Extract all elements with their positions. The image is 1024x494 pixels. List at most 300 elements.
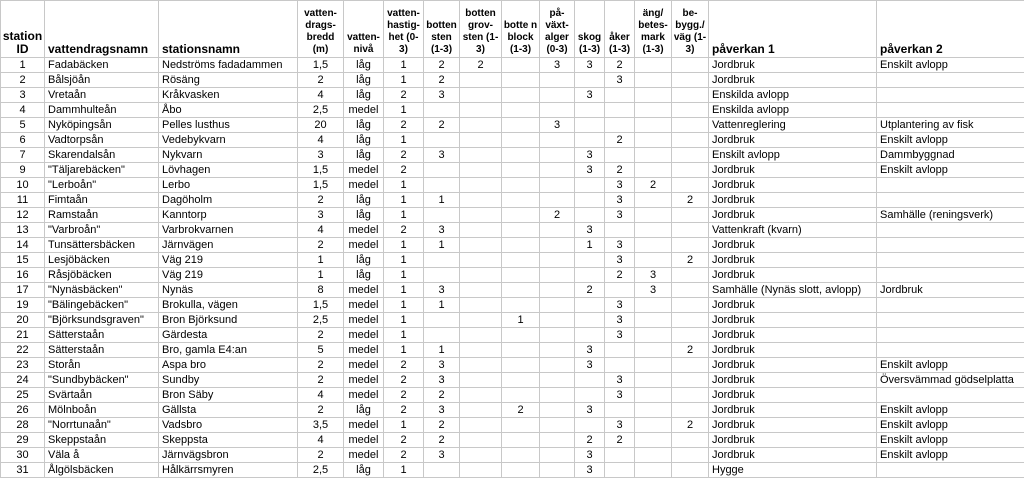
cell-hastighet: 1 (384, 463, 424, 478)
cell-stationsnamn: Hålkärrsmyren (159, 463, 298, 478)
cell-pavaxtalger (540, 238, 575, 253)
cell-skog: 1 (575, 238, 605, 253)
cell-bebygg-vag (672, 448, 709, 463)
cell-botten-grovsten (460, 148, 502, 163)
table-row (1, 148, 1024, 163)
cell-paverkan-1: Jordbruk (709, 163, 877, 178)
cell-bebygg-vag (672, 358, 709, 373)
cell-skog: 3 (575, 448, 605, 463)
cell-paverkan-1: Jordbruk (709, 388, 877, 403)
cell-bebygg-vag (672, 133, 709, 148)
cell-hastighet: 2 (384, 223, 424, 238)
cell-vattenniva: låg (344, 118, 384, 133)
cell-botten-sten (424, 103, 460, 118)
cell-skog (575, 253, 605, 268)
cell-botten-grovsten (460, 283, 502, 298)
cell-bredd: 2 (298, 373, 344, 388)
cell-botten-grovsten (460, 298, 502, 313)
cell-botten-sten (424, 313, 460, 328)
cell-ang-betesmark (635, 418, 672, 433)
cell-botten-block: 2 (502, 403, 540, 418)
cell-ang-betesmark (635, 343, 672, 358)
cell-vattenniva: medel (344, 313, 384, 328)
cell-botten-grovsten: 2 (460, 58, 502, 73)
cell-pavaxtalger (540, 298, 575, 313)
cell-botten-sten (424, 253, 460, 268)
col-header-botten-grovsten: botten grov-sten (1-3) (460, 1, 502, 58)
cell-aker: 3 (605, 193, 635, 208)
cell-vattendragsnamn: Lesjöbäcken (45, 253, 159, 268)
cell-botten-sten (424, 133, 460, 148)
cell-hastighet: 1 (384, 313, 424, 328)
cell-skog: 3 (575, 58, 605, 73)
cell-skog: 3 (575, 163, 605, 178)
cell-stationsnamn: Rösäng (159, 73, 298, 88)
cell-vattenniva: låg (344, 73, 384, 88)
table-row (1, 463, 1024, 478)
cell-botten-sten: 2 (424, 388, 460, 403)
cell-station-id: 12 (1, 208, 45, 223)
cell-aker: 3 (605, 313, 635, 328)
cell-paverkan-1: Jordbruk (709, 358, 877, 373)
cell-hastighet: 1 (384, 178, 424, 193)
cell-skog (575, 133, 605, 148)
cell-botten-sten: 3 (424, 88, 460, 103)
table-row (1, 253, 1024, 268)
cell-hastighet: 1 (384, 268, 424, 283)
cell-vattenniva: medel (344, 178, 384, 193)
cell-bebygg-vag (672, 148, 709, 163)
cell-hastighet: 2 (384, 388, 424, 403)
col-header-aker: åker (1-3) (605, 1, 635, 58)
cell-vattendragsnamn: Bålsjöån (45, 73, 159, 88)
cell-pavaxtalger (540, 148, 575, 163)
cell-paverkan-1: Jordbruk (709, 268, 877, 283)
cell-bredd: 5 (298, 343, 344, 358)
cell-bebygg-vag (672, 463, 709, 478)
cell-pavaxtalger: 3 (540, 118, 575, 133)
cell-botten-sten: 3 (424, 223, 460, 238)
cell-stationsnamn: Gällsta (159, 403, 298, 418)
cell-hastighet: 1 (384, 418, 424, 433)
cell-paverkan-1: Hygge (709, 463, 877, 478)
cell-pavaxtalger (540, 133, 575, 148)
table-row (1, 388, 1024, 403)
cell-vattendragsnamn: Vretaån (45, 88, 159, 103)
cell-skog (575, 418, 605, 433)
cell-pavaxtalger (540, 223, 575, 238)
cell-vattendragsnamn: "Täljarebäcken" (45, 163, 159, 178)
cell-paverkan-1: Enskilda avlopp (709, 88, 877, 103)
cell-station-id: 2 (1, 73, 45, 88)
cell-hastighet: 1 (384, 133, 424, 148)
cell-vattendragsnamn: Tunsättersbäcken (45, 238, 159, 253)
cell-bredd: 4 (298, 88, 344, 103)
cell-botten-sten (424, 328, 460, 343)
cell-botten-sten: 2 (424, 118, 460, 133)
cell-aker: 3 (605, 328, 635, 343)
header-row (1, 1, 1024, 58)
col-header-hastighet: vatten-hastig-het (0-3) (384, 1, 424, 58)
cell-botten-grovsten (460, 433, 502, 448)
cell-botten-block (502, 328, 540, 343)
cell-vattendragsnamn: Mölnboån (45, 403, 159, 418)
cell-skog (575, 208, 605, 223)
table-row (1, 58, 1024, 73)
cell-botten-sten: 1 (424, 193, 460, 208)
cell-vattenniva: låg (344, 133, 384, 148)
cell-vattenniva: medel (344, 328, 384, 343)
cell-botten-sten (424, 208, 460, 223)
cell-bredd: 1 (298, 253, 344, 268)
cell-paverkan-2: Enskilt avlopp (877, 448, 1024, 463)
cell-vattenniva: medel (344, 388, 384, 403)
cell-pavaxtalger (540, 388, 575, 403)
cell-aker: 3 (605, 178, 635, 193)
cell-pavaxtalger: 2 (540, 208, 575, 223)
table-row (1, 88, 1024, 103)
cell-aker (605, 88, 635, 103)
cell-bredd: 2,5 (298, 103, 344, 118)
cell-ang-betesmark: 3 (635, 283, 672, 298)
col-header-bredd: vatten-drags-bredd (m) (298, 1, 344, 58)
cell-pavaxtalger (540, 103, 575, 118)
cell-vattenniva: låg (344, 208, 384, 223)
cell-pavaxtalger (540, 433, 575, 448)
cell-hastighet: 2 (384, 88, 424, 103)
cell-aker: 3 (605, 418, 635, 433)
cell-pavaxtalger (540, 88, 575, 103)
cell-skog (575, 178, 605, 193)
cell-pavaxtalger (540, 373, 575, 388)
cell-botten-block (502, 448, 540, 463)
cell-bebygg-vag (672, 208, 709, 223)
cell-hastighet: 1 (384, 73, 424, 88)
cell-skog: 3 (575, 223, 605, 238)
cell-botten-block (502, 133, 540, 148)
cell-ang-betesmark (635, 133, 672, 148)
cell-pavaxtalger (540, 163, 575, 178)
cell-station-id: 15 (1, 253, 45, 268)
cell-station-id: 25 (1, 388, 45, 403)
col-header-ang-betesmark: äng/ betes-mark (1-3) (635, 1, 672, 58)
cell-station-id: 17 (1, 283, 45, 298)
cell-bebygg-vag: 2 (672, 343, 709, 358)
cell-stationsnamn: Lövhagen (159, 163, 298, 178)
cell-paverkan-1: Jordbruk (709, 328, 877, 343)
cell-hastighet: 1 (384, 103, 424, 118)
cell-vattenniva: låg (344, 193, 384, 208)
cell-bebygg-vag (672, 103, 709, 118)
cell-bebygg-vag (672, 163, 709, 178)
cell-stationsnamn: Nynäs (159, 283, 298, 298)
cell-botten-block: 1 (502, 313, 540, 328)
cell-paverkan-2: Enskilt avlopp (877, 58, 1024, 73)
cell-station-id: 16 (1, 268, 45, 283)
cell-paverkan-1: Jordbruk (709, 298, 877, 313)
cell-botten-block (502, 88, 540, 103)
table-row (1, 268, 1024, 283)
cell-ang-betesmark (635, 73, 672, 88)
cell-stationsnamn: Brokulla, vägen (159, 298, 298, 313)
cell-paverkan-2: Enskilt avlopp (877, 418, 1024, 433)
cell-pavaxtalger (540, 253, 575, 268)
cell-vattendragsnamn: Sätterstaån (45, 328, 159, 343)
cell-paverkan-1: Jordbruk (709, 253, 877, 268)
cell-vattenniva: medel (344, 433, 384, 448)
cell-botten-sten: 1 (424, 343, 460, 358)
cell-paverkan-2: Jordbruk (877, 283, 1024, 298)
cell-bebygg-vag (672, 58, 709, 73)
cell-botten-sten (424, 463, 460, 478)
cell-botten-sten: 3 (424, 448, 460, 463)
table-row (1, 328, 1024, 343)
col-header-botten-sten: botten sten (1-3) (424, 1, 460, 58)
cell-vattendragsnamn: Storån (45, 358, 159, 373)
cell-vattenniva: medel (344, 373, 384, 388)
cell-botten-block (502, 163, 540, 178)
cell-ang-betesmark (635, 313, 672, 328)
table-row (1, 208, 1024, 223)
cell-paverkan-1: Enskilda avlopp (709, 103, 877, 118)
cell-stationsnamn: Gärdesta (159, 328, 298, 343)
cell-bebygg-vag (672, 268, 709, 283)
cell-botten-block (502, 178, 540, 193)
cell-ang-betesmark (635, 208, 672, 223)
cell-station-id: 19 (1, 298, 45, 313)
cell-hastighet: 2 (384, 433, 424, 448)
cell-aker (605, 283, 635, 298)
cell-vattendragsnamn: "Björksundsgraven" (45, 313, 159, 328)
cell-ang-betesmark: 3 (635, 268, 672, 283)
cell-bredd: 1 (298, 268, 344, 283)
cell-botten-grovsten (460, 418, 502, 433)
col-header-bebygg-vag: be-bygg./ väg (1-3) (672, 1, 709, 58)
cell-ang-betesmark (635, 163, 672, 178)
cell-vattendragsnamn: "Nynäsbäcken" (45, 283, 159, 298)
cell-skog: 2 (575, 283, 605, 298)
table-row (1, 73, 1024, 88)
cell-bebygg-vag (672, 298, 709, 313)
cell-hastighet: 2 (384, 358, 424, 373)
cell-station-id: 4 (1, 103, 45, 118)
cell-stationsnamn: Kråkvasken (159, 88, 298, 103)
cell-bebygg-vag: 2 (672, 193, 709, 208)
cell-hastighet: 1 (384, 193, 424, 208)
cell-botten-block (502, 298, 540, 313)
table-row (1, 178, 1024, 193)
cell-botten-grovsten (460, 193, 502, 208)
cell-ang-betesmark (635, 223, 672, 238)
cell-paverkan-2 (877, 313, 1024, 328)
cell-aker: 2 (605, 133, 635, 148)
cell-aker: 3 (605, 373, 635, 388)
cell-paverkan-1: Jordbruk (709, 418, 877, 433)
cell-vattendragsnamn: "Lerboån" (45, 178, 159, 193)
cell-bebygg-vag (672, 223, 709, 238)
cell-aker (605, 343, 635, 358)
cell-botten-sten: 3 (424, 358, 460, 373)
cell-vattendragsnamn: Väla å (45, 448, 159, 463)
cell-ang-betesmark (635, 373, 672, 388)
cell-botten-grovsten (460, 178, 502, 193)
cell-ang-betesmark (635, 448, 672, 463)
cell-stationsnamn: Åbo (159, 103, 298, 118)
cell-vattendragsnamn: Fimtaån (45, 193, 159, 208)
cell-paverkan-2: Dammbyggnad (877, 148, 1024, 163)
cell-paverkan-1: Jordbruk (709, 73, 877, 88)
cell-paverkan-2 (877, 193, 1024, 208)
cell-botten-block (502, 433, 540, 448)
cell-aker: 3 (605, 73, 635, 88)
cell-ang-betesmark (635, 298, 672, 313)
cell-aker (605, 103, 635, 118)
cell-pavaxtalger (540, 283, 575, 298)
cell-pavaxtalger (540, 418, 575, 433)
cell-vattenniva: medel (344, 418, 384, 433)
cell-vattendragsnamn: Skeppstaån (45, 433, 159, 448)
cell-paverkan-1: Jordbruk (709, 373, 877, 388)
cell-paverkan-1: Vattenreglering (709, 118, 877, 133)
cell-vattendragsnamn: Fadabäcken (45, 58, 159, 73)
cell-hastighet: 2 (384, 163, 424, 178)
cell-ang-betesmark (635, 403, 672, 418)
cell-bebygg-vag (672, 388, 709, 403)
cell-stationsnamn: Bron Björksund (159, 313, 298, 328)
cell-paverkan-2: Samhälle (reningsverk) (877, 208, 1024, 223)
cell-stationsnamn: Väg 219 (159, 268, 298, 283)
cell-stationsnamn: Pelles lusthus (159, 118, 298, 133)
cell-botten-grovsten (460, 343, 502, 358)
cell-aker (605, 223, 635, 238)
cell-skog (575, 298, 605, 313)
cell-vattenniva: medel (344, 103, 384, 118)
cell-botten-grovsten (460, 238, 502, 253)
cell-stationsnamn: Lerbo (159, 178, 298, 193)
cell-botten-sten: 2 (424, 433, 460, 448)
cell-stationsnamn: Skeppsta (159, 433, 298, 448)
table-row (1, 418, 1024, 433)
col-header-stationsnamn: stationsnamn (159, 1, 298, 58)
cell-botten-sten: 3 (424, 148, 460, 163)
cell-botten-block (502, 238, 540, 253)
cell-botten-sten (424, 178, 460, 193)
cell-skog: 3 (575, 403, 605, 418)
cell-pavaxtalger (540, 193, 575, 208)
table-row (1, 358, 1024, 373)
cell-skog (575, 118, 605, 133)
cell-paverkan-2 (877, 388, 1024, 403)
cell-paverkan-1: Jordbruk (709, 433, 877, 448)
cell-hastighet: 1 (384, 298, 424, 313)
cell-ang-betesmark (635, 253, 672, 268)
cell-paverkan-1: Jordbruk (709, 403, 877, 418)
cell-paverkan-2: Utplantering av fisk (877, 118, 1024, 133)
cell-botten-sten: 2 (424, 58, 460, 73)
cell-bredd: 3 (298, 148, 344, 163)
col-header-vattenniva: vatten-nivå (344, 1, 384, 58)
cell-botten-block (502, 103, 540, 118)
cell-botten-sten: 1 (424, 238, 460, 253)
col-header-paverkan-2: påverkan 2 (877, 1, 1024, 58)
cell-pavaxtalger (540, 178, 575, 193)
cell-aker (605, 463, 635, 478)
cell-aker: 3 (605, 298, 635, 313)
cell-bredd: 2 (298, 328, 344, 343)
cell-vattendragsnamn: Dammhulteån (45, 103, 159, 118)
cell-botten-block (502, 58, 540, 73)
cell-aker: 2 (605, 58, 635, 73)
col-header-station-id: station ID (1, 1, 45, 58)
table-row (1, 238, 1024, 253)
cell-stationsnamn: Järnvägsbron (159, 448, 298, 463)
cell-bebygg-vag (672, 403, 709, 418)
cell-skog (575, 328, 605, 343)
cell-paverkan-2: Enskilt avlopp (877, 133, 1024, 148)
cell-paverkan-1: Jordbruk (709, 238, 877, 253)
col-header-paverkan-1: påverkan 1 (709, 1, 877, 58)
cell-bredd: 1,5 (298, 58, 344, 73)
cell-botten-grovsten (460, 118, 502, 133)
table-row (1, 343, 1024, 358)
cell-bebygg-vag (672, 238, 709, 253)
cell-ang-betesmark (635, 148, 672, 163)
cell-paverkan-2 (877, 253, 1024, 268)
cell-vattendragsnamn: Nyköpingsån (45, 118, 159, 133)
cell-station-id: 11 (1, 193, 45, 208)
cell-aker (605, 448, 635, 463)
cell-paverkan-2: Enskilt avlopp (877, 433, 1024, 448)
cell-paverkan-1: Jordbruk (709, 133, 877, 148)
table-body (1, 58, 1024, 478)
cell-ang-betesmark (635, 388, 672, 403)
cell-skog: 3 (575, 88, 605, 103)
cell-botten-grovsten (460, 403, 502, 418)
cell-hastighet: 1 (384, 283, 424, 298)
cell-hastighet: 1 (384, 328, 424, 343)
table-row (1, 163, 1024, 178)
cell-botten-grovsten (460, 223, 502, 238)
cell-bredd: 2,5 (298, 313, 344, 328)
cell-bebygg-vag (672, 328, 709, 343)
cell-paverkan-2 (877, 343, 1024, 358)
cell-skog (575, 373, 605, 388)
cell-stationsnamn: Kanntorp (159, 208, 298, 223)
cell-botten-block (502, 268, 540, 283)
cell-bebygg-vag: 2 (672, 253, 709, 268)
cell-stationsnamn: Dagöholm (159, 193, 298, 208)
cell-vattenniva: medel (344, 238, 384, 253)
cell-aker (605, 118, 635, 133)
cell-station-id: 14 (1, 238, 45, 253)
cell-vattenniva: låg (344, 253, 384, 268)
cell-bebygg-vag (672, 118, 709, 133)
cell-aker: 3 (605, 208, 635, 223)
cell-bredd: 3 (298, 208, 344, 223)
cell-skog (575, 73, 605, 88)
cell-botten-grovsten (460, 463, 502, 478)
cell-paverkan-2: Enskilt avlopp (877, 403, 1024, 418)
cell-stationsnamn: Aspa bro (159, 358, 298, 373)
cell-botten-sten (424, 268, 460, 283)
cell-vattendragsnamn: Ålgölsbäcken (45, 463, 159, 478)
cell-skog: 3 (575, 358, 605, 373)
cell-skog (575, 103, 605, 118)
cell-vattenniva: medel (344, 283, 384, 298)
cell-stationsnamn: Varbrokvarnen (159, 223, 298, 238)
cell-botten-grovsten (460, 358, 502, 373)
cell-paverkan-2 (877, 268, 1024, 283)
